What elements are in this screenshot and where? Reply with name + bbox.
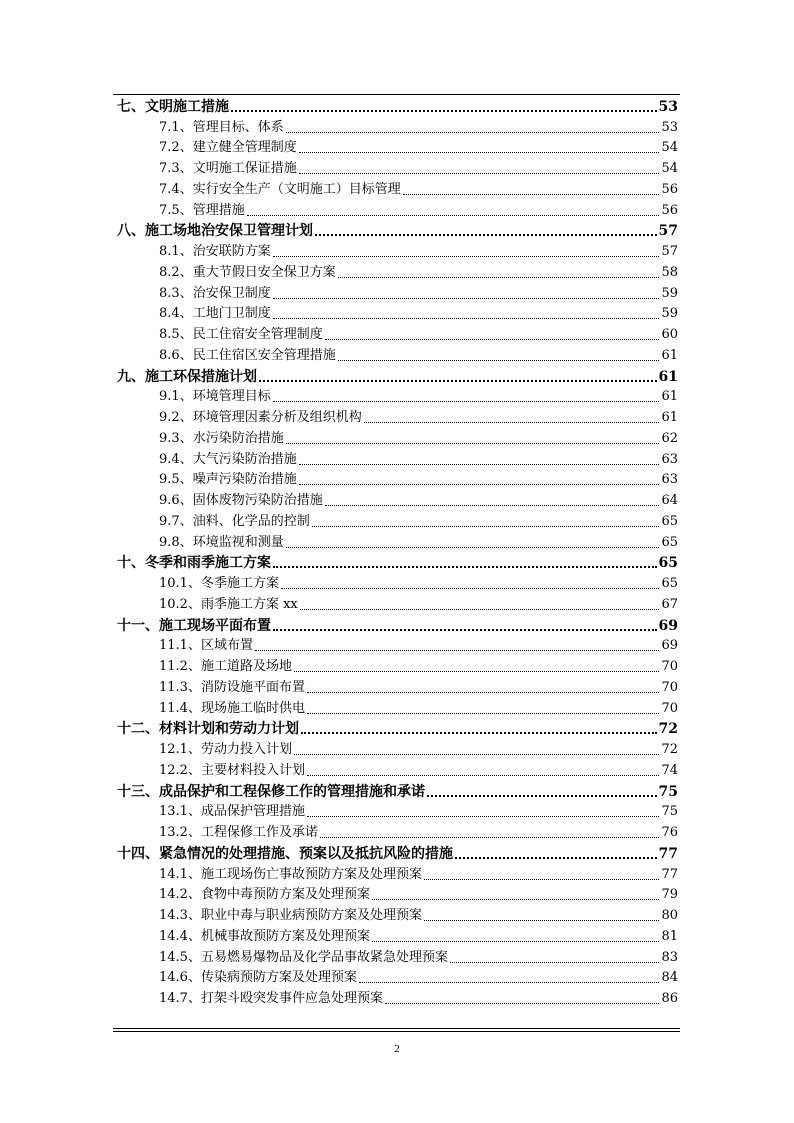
toc-entry-number: 12.1、 — [159, 742, 201, 757]
toc-page-number: 69 — [658, 617, 678, 634]
toc-dot-leader — [299, 173, 660, 174]
toc-page-number: 57 — [661, 244, 678, 259]
toc-entry-number: 10.2、 — [159, 596, 201, 612]
toc-entry-title: 民工住宿区安全管理措施 — [192, 347, 336, 363]
toc-chapter-entry[interactable] — [117, 221, 678, 242]
toc-entry-title: 紧急情况的处理措施、预案以及抵抗风险的措施 — [159, 845, 453, 862]
toc-page-number: 65 — [661, 534, 678, 550]
toc-entry-title: 油料、化学品的控制 — [192, 513, 310, 529]
toc-entry-number: 8.4、 — [159, 306, 193, 322]
toc-dot-leader — [385, 1003, 659, 1004]
toc-page-number: 65 — [661, 513, 678, 529]
toc-page-number: 69 — [661, 638, 678, 654]
toc-page-number: 80 — [661, 908, 678, 923]
toc-page-number: 61 — [658, 368, 678, 385]
toc-section-entry[interactable] — [117, 179, 678, 200]
toc-page-number: 72 — [658, 721, 678, 738]
toc-dot-leader — [273, 401, 660, 402]
toc-section-entry[interactable] — [117, 594, 678, 615]
toc-dot-leader — [372, 941, 659, 942]
table-of-contents — [117, 96, 678, 1009]
toc-section-entry[interactable] — [117, 200, 678, 221]
toc-entry-title: 现场施工临时供电 — [200, 700, 305, 716]
toc-dot-leader — [424, 879, 659, 880]
toc-section-entry[interactable] — [117, 677, 678, 698]
toc-section-entry[interactable] — [117, 802, 678, 823]
toc-page-number: 83 — [661, 949, 678, 965]
toc-dot-leader — [255, 650, 659, 651]
toc-entry-title: 冬季和雨季施工方案 — [145, 555, 271, 572]
toc-section-entry[interactable] — [117, 138, 678, 159]
toc-entry-number: 14.6、 — [159, 970, 201, 986]
toc-dot-leader — [403, 194, 660, 195]
toc-dot-leader — [424, 920, 659, 921]
toc-section-entry[interactable] — [117, 262, 678, 283]
toc-entry-title: 民工住宿安全管理制度 — [192, 327, 323, 342]
toc-entry-number: 14.4、 — [159, 928, 201, 944]
toc-section-entry[interactable] — [117, 532, 678, 553]
toc-entry-title: 工地门卫制度 — [192, 306, 271, 322]
toc-section-entry[interactable] — [117, 864, 678, 885]
toc-entry-title: 固体废物污染防治措施 — [192, 493, 323, 508]
toc-page-number: 86 — [661, 991, 678, 1006]
toc-entry-number: 7.5、 — [159, 202, 193, 218]
toc-dot-leader — [294, 754, 659, 755]
toc-page-number: 74 — [661, 762, 678, 778]
toc-entry-title: 建立健全管理制度 — [192, 140, 297, 156]
toc-entry-number: 8.6、 — [159, 347, 193, 363]
footer-rule-bottom — [113, 1031, 680, 1032]
toc-entry-title: 消防设施平面布置 — [200, 679, 305, 695]
toc-dot-leader — [427, 795, 657, 797]
toc-entry-number: 13.1、 — [159, 804, 201, 820]
toc-section-entry[interactable] — [117, 511, 678, 532]
toc-page-number: 54 — [661, 140, 678, 156]
toc-dot-leader — [301, 732, 657, 734]
toc-dot-leader — [359, 982, 659, 983]
toc-page-number: 59 — [661, 306, 678, 322]
toc-page-number: 61 — [661, 347, 678, 363]
toc-dot-leader — [307, 775, 659, 776]
toc-entry-title: 环境管理目标 — [192, 389, 271, 405]
toc-entry-title: 主要材料投入计划 — [200, 762, 305, 778]
toc-entry-number: 9.2、 — [159, 410, 193, 425]
toc-entry-number: 十三、 — [117, 783, 159, 800]
toc-page-number: 76 — [661, 825, 678, 840]
toc-entry-number: 11.1、 — [159, 638, 201, 654]
toc-page-number: 75 — [661, 804, 678, 820]
toc-entry-title: 材料计划和劳动力计划 — [159, 721, 299, 738]
toc-entry-number: 14.7、 — [159, 991, 201, 1006]
toc-entry-number: 七、 — [117, 98, 145, 115]
toc-entry-title: 打架斗殴突发事件应急处理预案 — [200, 991, 383, 1006]
toc-entry-title: 施工道路及场地 — [200, 659, 292, 674]
toc-entry-title: 实行安全生产（文明施工）目标管理 — [192, 181, 401, 197]
toc-section-entry[interactable] — [117, 698, 678, 719]
toc-dot-leader — [315, 234, 657, 236]
footer-rule-top — [113, 1028, 680, 1029]
toc-entry-number: 十、 — [117, 555, 145, 572]
toc-entry-title: 施工环保措施计划 — [145, 368, 257, 385]
toc-page-number: 75 — [658, 783, 678, 800]
toc-page-number: 58 — [661, 264, 678, 280]
toc-entry-title: 区域布置 — [200, 638, 253, 654]
toc-entry-number: 12.2、 — [159, 762, 201, 778]
toc-section-entry[interactable] — [117, 760, 678, 781]
toc-dot-leader — [281, 588, 659, 589]
toc-entry-title: 文明施工保证措施 — [192, 161, 297, 176]
toc-entry-title: 施工现场伤亡事故预防方案及处理预案 — [200, 866, 422, 882]
toc-dot-leader — [273, 318, 660, 319]
toc-page-number: 54 — [661, 161, 678, 176]
toc-section-entry[interactable] — [117, 988, 678, 1009]
toc-entry-title: 文明施工措施 — [145, 98, 229, 115]
toc-page-number: 70 — [661, 679, 678, 695]
toc-entry-title: 环境监视和测量 — [192, 534, 284, 550]
toc-dot-leader — [338, 277, 660, 278]
toc-dot-leader — [364, 422, 660, 423]
toc-section-entry[interactable] — [117, 739, 678, 760]
toc-section-entry[interactable] — [117, 428, 678, 449]
toc-entry-number: 14.1、 — [159, 866, 201, 882]
toc-entry-title: 重大节假日安全保卫方案 — [192, 264, 336, 280]
toc-dot-leader — [325, 339, 660, 340]
toc-entry-title: 水污染防治措施 — [192, 430, 284, 446]
toc-dot-leader — [307, 816, 659, 817]
toc-entry-number: 14.5、 — [159, 949, 201, 965]
toc-entry-number: 9.8、 — [159, 534, 193, 550]
toc-dot-leader — [300, 609, 660, 610]
toc-dot-leader — [273, 566, 657, 568]
toc-page-number: 57 — [658, 223, 678, 240]
toc-dot-leader — [455, 857, 657, 859]
toc-page-number: 63 — [661, 472, 678, 488]
toc-page-number: 62 — [661, 430, 678, 446]
toc-chapter-entry[interactable] — [117, 781, 678, 802]
toc-entry-number: 十二、 — [117, 721, 159, 738]
toc-entry-title: 食物中毒预防方案及处理预案 — [200, 887, 370, 903]
toc-page-number: 84 — [661, 970, 678, 986]
toc-section-entry[interactable] — [117, 905, 678, 926]
toc-entry-title: 劳动力投入计划 — [200, 742, 292, 757]
toc-dot-leader — [325, 505, 660, 506]
toc-entry-number: 14.3、 — [159, 908, 201, 923]
toc-section-entry[interactable] — [117, 573, 678, 594]
toc-page-number: 79 — [661, 887, 678, 903]
toc-section-entry[interactable] — [117, 822, 678, 843]
toc-section-entry[interactable] — [117, 117, 678, 138]
toc-dot-leader — [247, 215, 660, 216]
toc-entry-number: 十一、 — [117, 617, 159, 634]
toc-dot-leader — [231, 110, 657, 112]
toc-entry-title: 冬季施工方案 — [200, 576, 279, 591]
toc-entry-number: 十四、 — [117, 845, 159, 862]
toc-entry-number: 7.4、 — [159, 181, 193, 197]
toc-page-number: 60 — [661, 327, 678, 342]
toc-entry-number: 8.2、 — [159, 264, 193, 280]
toc-dot-leader — [286, 132, 660, 133]
toc-dot-leader — [450, 962, 659, 963]
toc-page-number: 77 — [658, 845, 678, 862]
toc-entry-title: 管理目标、体系 — [192, 119, 284, 135]
toc-section-entry[interactable] — [117, 283, 678, 304]
toc-dot-leader — [299, 152, 660, 153]
toc-page-number: 65 — [661, 576, 678, 591]
toc-entry-title: 噪声污染防治措施 — [192, 472, 297, 488]
toc-chapter-entry[interactable] — [117, 719, 678, 740]
header-rule — [113, 94, 680, 95]
toc-dot-leader — [307, 692, 659, 693]
toc-page-number: 61 — [661, 410, 678, 425]
toc-page-number: 70 — [661, 700, 678, 716]
toc-entry-title: 传染病预防方案及处理预案 — [200, 970, 357, 986]
toc-page-number: 59 — [661, 285, 678, 301]
toc-dot-leader — [294, 671, 659, 672]
toc-entry-title: 成品保护和工程保修工作的管理措施和承诺 — [159, 783, 425, 800]
toc-section-entry[interactable] — [117, 636, 678, 657]
toc-entry-number: 9.7、 — [159, 513, 193, 529]
toc-entry-title: 管理措施 — [192, 202, 245, 218]
toc-entry-title: 环境管理因素分析及组织机构 — [192, 410, 362, 425]
toc-entry-number: 11.3、 — [159, 679, 201, 695]
toc-entry-title: 治安保卫制度 — [192, 285, 271, 301]
toc-section-entry[interactable] — [117, 656, 678, 677]
toc-entry-number: 13.2、 — [159, 825, 201, 840]
toc-entry-title: 工程保修工作及承诺 — [200, 825, 318, 840]
toc-page-number: 67 — [661, 596, 678, 612]
toc-entry-number: 7.3、 — [159, 161, 193, 176]
toc-dot-leader — [299, 484, 660, 485]
toc-page-number: 53 — [658, 98, 678, 115]
toc-entry-number: 7.2、 — [159, 140, 193, 156]
toc-page-number: 56 — [661, 181, 678, 197]
toc-dot-leader — [299, 464, 660, 465]
toc-entry-title: 雨季施工方案 xx — [200, 596, 298, 612]
toc-dot-leader — [286, 443, 660, 444]
toc-entry-number: 8.5、 — [159, 327, 193, 342]
toc-section-entry[interactable] — [117, 968, 678, 989]
toc-entry-number: 9.6、 — [159, 493, 193, 508]
toc-dot-leader — [286, 547, 660, 548]
toc-section-entry[interactable] — [117, 324, 678, 345]
toc-entry-title: 职业中毒与职业病预防方案及处理预案 — [200, 908, 422, 923]
toc-page-number: 72 — [661, 742, 678, 757]
toc-section-entry[interactable] — [117, 490, 678, 511]
toc-entry-title: 施工场地治安保卫管理计划 — [145, 223, 313, 240]
toc-dot-leader — [273, 298, 660, 299]
toc-entry-number: 10.1、 — [159, 576, 201, 591]
toc-entry-title: 机械事故预防方案及处理预案 — [200, 928, 370, 944]
page-number: 2 — [394, 1043, 400, 1055]
toc-page-number: 53 — [661, 119, 678, 135]
toc-section-entry[interactable] — [117, 241, 678, 262]
toc-section-entry[interactable] — [117, 449, 678, 470]
toc-entry-number: 9.1、 — [159, 389, 193, 405]
toc-chapter-entry[interactable] — [117, 366, 678, 387]
toc-entry-number: 9.3、 — [159, 430, 193, 446]
toc-dot-leader — [307, 713, 659, 714]
toc-entry-number: 九、 — [117, 368, 145, 385]
toc-page-number: 81 — [661, 928, 678, 944]
toc-entry-number: 14.2、 — [159, 887, 201, 903]
toc-entry-title: 治安联防方案 — [192, 244, 271, 259]
toc-chapter-entry[interactable] — [117, 96, 678, 117]
toc-entry-number: 7.1、 — [159, 119, 193, 135]
toc-entry-title: 大气污染防治措施 — [192, 451, 297, 467]
toc-dot-leader — [273, 256, 660, 257]
toc-dot-leader — [338, 360, 660, 361]
toc-chapter-entry[interactable] — [117, 553, 678, 574]
toc-section-entry[interactable] — [117, 947, 678, 968]
toc-page-number: 65 — [658, 555, 678, 572]
toc-dot-leader — [372, 899, 659, 900]
toc-entry-title: 成品保护管理措施 — [200, 804, 305, 820]
toc-page-number: 56 — [661, 202, 678, 218]
toc-entry-number: 八、 — [117, 223, 145, 240]
toc-dot-leader — [320, 837, 659, 838]
toc-section-entry[interactable] — [117, 926, 678, 947]
toc-entry-number: 8.1、 — [159, 244, 193, 259]
toc-section-entry[interactable] — [117, 470, 678, 491]
toc-section-entry[interactable] — [117, 885, 678, 906]
toc-dot-leader — [273, 629, 657, 631]
toc-entry-title: 五易燃易爆物品及化学品事故紧急处理预案 — [200, 949, 448, 965]
toc-dot-leader — [259, 380, 657, 382]
toc-section-entry[interactable] — [117, 304, 678, 325]
toc-section-entry[interactable] — [117, 158, 678, 179]
toc-entry-number: 11.4、 — [159, 700, 201, 716]
toc-chapter-entry[interactable] — [117, 615, 678, 636]
toc-dot-leader — [312, 526, 660, 527]
toc-section-entry[interactable] — [117, 345, 678, 366]
toc-section-entry[interactable] — [117, 407, 678, 428]
toc-entry-number: 8.3、 — [159, 285, 193, 301]
toc-entry-number: 9.4、 — [159, 451, 193, 467]
toc-entry-title: 施工现场平面布置 — [159, 617, 271, 634]
toc-page-number: 64 — [661, 493, 678, 508]
toc-entry-number: 9.5、 — [159, 472, 193, 488]
toc-entry-number: 11.2、 — [159, 659, 201, 674]
toc-page-number: 61 — [661, 389, 678, 405]
toc-page-number: 63 — [661, 451, 678, 467]
toc-section-entry[interactable] — [117, 387, 678, 408]
toc-page-number: 70 — [661, 659, 678, 674]
toc-page-number: 77 — [661, 866, 678, 882]
toc-chapter-entry[interactable] — [117, 843, 678, 864]
